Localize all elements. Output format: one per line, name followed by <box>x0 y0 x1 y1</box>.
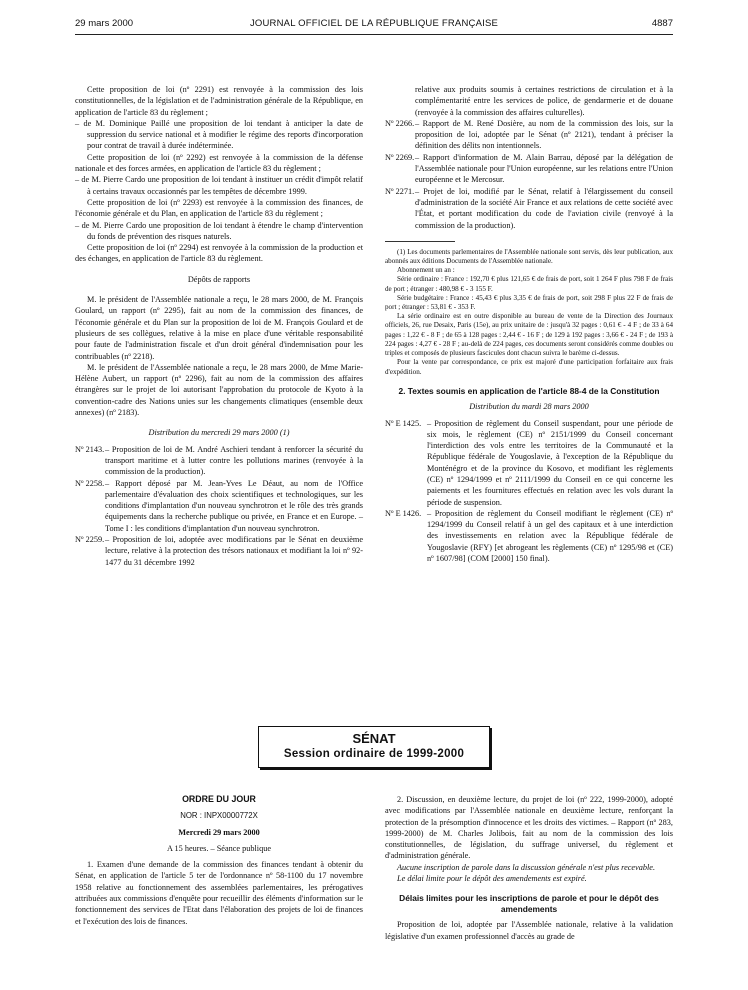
ordre-note-1: Aucune inscription de parole dans la discussion générale n'est plus recevable. <box>397 862 656 872</box>
section-2-heading: 2. Textes soumis en application de l'article 88-4 de la Constitution <box>398 385 660 396</box>
ordre-du-jour-left <box>75 794 363 927</box>
spacer <box>75 265 363 274</box>
footnote-line: Abonnement un an : <box>397 266 455 275</box>
footnote-line: Pour la vente par correspondance, ce prix est majoré d'une participation forfaitaire aux frais d'expédition. <box>385 358 673 376</box>
document-number: Nº 2143. <box>75 444 105 454</box>
document-text: – Rapport d'information de M. Alain Barrau, déposé par la délégation de l'Assemblée nationale pour l'Union européenne, sur les relations entre l'Union européenne et le Mercosur. <box>415 152 673 185</box>
document-number: Nº 2266. <box>385 118 415 128</box>
section-2-distribution: Distribution du mardi 28 mars 2000 <box>469 402 589 412</box>
ordre-heading: ORDRE DU JOUR <box>182 794 256 804</box>
paragraph: – de M. Pierre Cardo une proposition de loi tendant à étendre le champ d'intervention du fonds de prévention des risques naturels. <box>75 220 363 241</box>
document-entry <box>75 478 363 534</box>
regulation-entry <box>385 508 673 564</box>
footnote-line: Série budgétaire : France : 45,43 € plus 3,35 € de frais de port, soit 298 F plus 22 F de frais de port ; étranger : 53,81 € - 353 F. <box>385 293 673 312</box>
footnote-rule <box>385 241 455 242</box>
paragraph: M. le président de l'Assemblée nationale a reçu, le 28 mars 2000, de M. François Goulard, un rapport (nº 2295), fait au nom de la commission des finances, de l'économie générale et du Plan sur la proposition de loi de M. François Goulard et de plusieurs de ses collègues, relative à la mise en place d'une véritable responsabilité pour faute de l'administration fiscale et d'un droit général d'indemnisation pour les contribuables (nº 2218). <box>75 295 363 361</box>
document-entry <box>75 444 363 478</box>
header-title: JOURNAL OFFICIEL DE LA RÉPUBLIQUE FRANÇAISE <box>249 18 499 29</box>
ordre-du-jour-right <box>385 794 673 942</box>
paragraph: Cette proposition de loi (nº 2293) est renvoyée à la commission des finances, de l'économie générale et du Plan, en application de l'article 83 du règlement ; <box>75 197 363 219</box>
footnote-line: (1) Les documents parlementaires de l'Assemblée nationale sont servis, dès leur publication, aux abonnés aux éditions Documents de l'Assemblée nationale. <box>385 247 673 266</box>
document-entry <box>385 118 673 152</box>
regulation-number: Nº E 1425. <box>385 418 422 428</box>
document-text: – Rapport de M. René Dosière, au nom de la commission des lois, sur la proposition de loi, adoptée par le Sénat (nº 2121), tendant à préciser la définition des délits non intentionnels. <box>415 118 673 151</box>
paragraph: Cette proposition de loi (nº 2291) est renvoyée à la commission des lois constitutionnelles, de la législation et de l'administration générale de la République, en application de l'article 83 du règlement ; <box>75 85 363 117</box>
ordre-item-1: 1. Examen d'une demande de la commission des finances tendant à obtenir du Sénat, en application de l'article 5 ter de l'ordonnance nº 58-1100 du 17 novembre 1958 relative au fonctionnement des assemblées parlementaires, les prérogatives attribuées aux commissions d'enquête pour recueillir des éléments d'information sur le fonctionnement des services de l'Etat dans l'élaboration des projets de loi de finances et l'exécution des lois de finances. <box>75 860 363 926</box>
footnote <box>385 248 673 377</box>
paragraph: M. le président de l'Assemblée nationale a reçu, le 28 mars 2000, de Mme Marie-Hélène Aubert, un rapport (nº 2296), fait au nom de la commission des affaires étrangères sur le projet de loi autorisant l'approbation du protocole de Kyoto à la convention-cadre des Nations unies sur les changements climatiques (ensemble deux annexes) (nº 2183). <box>75 362 363 418</box>
page-header <box>75 18 673 35</box>
right-column-list <box>385 84 673 231</box>
paragraph: Cette proposition de loi (nº 2292) est renvoyée à la commission de la défense nationale et des forces armées, en application de l'article 83 du règlement ; <box>75 152 363 174</box>
paragraph: – de M. Dominique Paillé une proposition de loi tendant à anticiper la date de suppression du service national et à modifier le régime des reports d'incorporation pour contrat de travail à durée indéterminée. <box>75 118 363 151</box>
spacer <box>75 285 363 294</box>
document-number: Nº 2269. <box>385 152 415 162</box>
paragraph: Cette proposition de loi (nº 2294) est renvoyée à la commission de la production et des échanges, en application de l'article 83 du règlement. <box>75 243 363 264</box>
footnote-line: Série ordinaire : France : 192,70 € plus 121,65 € de frais de port, soit 1 264 F plus 798 F de frais de port ; étranger : 480,98 € - 3 155 F. <box>385 275 673 293</box>
section-heading: Distribution du mercredi 29 mars 2000 (1) <box>148 428 290 438</box>
nor-reference: NOR : INPX0000772X <box>180 811 258 821</box>
delais-text: Proposition de loi, adoptée par l'Assemblée nationale, relative à la validation législative d'un examen professionnel d'accès au grade de <box>385 920 673 941</box>
section-heading: Dépôts de rapports <box>187 274 251 284</box>
spacer <box>75 418 363 427</box>
document-text: – Proposition de loi, adoptée avec modifications par le Sénat en deuxième lecture, relative à la protection des trésors nationaux et modifiant la loi nº 92-1477 du 31 décembre 1992 <box>105 534 363 567</box>
delais-heading: Délais limites pour les inscriptions de parole et pour le dépôt des amendements <box>399 893 659 914</box>
document-text: – Rapport déposé par M. Jean-Yves Le Déaut, au nom de l'Office parlementaire d'évaluation des choix scientifiques et technologiques, sur les conditions d'implantation d'un nouveau synchrotron et le rôle des très grands équipements dans la recherche publique ou privée, en France et en Europe. – Tome I : les conditions d'implantation d'un nouveau synchrotron. <box>105 478 363 533</box>
document-number: Nº 2258. <box>75 478 105 488</box>
document-number: Nº 2271. <box>385 186 415 196</box>
paragraph: – de M. Pierre Cardo une proposition de loi tendant à instituer un crédit d'impôt relatif à certains travaux occasionnés par les tempêtes de décembre 1999. <box>75 175 363 196</box>
document-text: – Proposition de loi de M. André Aschieri tendant à renforcer la sécurité du transport maritime et à lutter contre les pollutions marines (renvoyée à la commission de la production). <box>105 444 363 477</box>
document-entry <box>75 534 363 568</box>
banner-subtitle: Session ordinaire de 1999-2000 <box>283 748 465 760</box>
regulation-text: – Proposition de règlement du Conseil suspendant, pour une période de six mois, le règlement (CE) nº 2151/1999 du Conseil concernant l'interdiction des vols entre les territoires de la Communauté et la République fédérale de Yougoslavie, à l'exception de la République du Monténégro et de la province du Kosovo, et modifiant les règlements (CE) nº 1294/1999 et nº 2111/1999 du Conseil en ce qui concerne les paiements et les fournitures effectués en relation avec les vols durant la période de suspension. <box>427 418 673 507</box>
senat-banner <box>258 726 490 768</box>
document-entry <box>385 152 673 186</box>
document-entry <box>385 84 673 118</box>
right-column <box>385 84 673 564</box>
regulation-text: – Proposition de règlement du Conseil modifiant le règlement (CE) nº 1294/1999 du Conseil relatif à un gel des capitaux et à une interdiction des investissements en relation avec la République fédérale de Yougoslavie (RFY) [et abrogeant les règlements (CE) nº 1295/98 et (CE) nº 1607/98] (COM [2000] 150 final). <box>427 508 673 564</box>
header-page-number: 4887 <box>651 18 673 29</box>
ordre-time: A 15 heures. – Séance publique <box>166 843 271 853</box>
document-entry <box>385 186 673 231</box>
left-column <box>75 84 363 568</box>
ordre-note-2: Le délai limite pour le dépôt des amendements est expiré. <box>397 874 587 884</box>
regulation-entry <box>385 418 673 508</box>
document-number: Nº 2259. <box>75 534 105 544</box>
document-text: – Projet de loi, modifié par le Sénat, relatif à l'élargissement du conseil d'administration de la société Air France et aux relations de cette société avec l'État, et portant modification du code de l'aviation civile (renvoyé à la commission de la production). <box>415 186 673 230</box>
ordre-item-2: 2. Discussion, en deuxième lecture, du projet de loi (nº 222, 1999-2000), adopté avec modifications par l'Assemblée nationale en deuxième lecture, renforçant la protection de la présomption d'innocence et les droits des victimes. – Rapport (nº 283, 1999-2000) de M. Charles Jolibois, fait au nom de la commission des lois constitutionnelles, de législation, du suffrage universel, du règlement et d'administration générale. <box>385 795 673 861</box>
banner-title: SÉNAT <box>352 731 396 746</box>
document-text: relative aux produits soumis à certaines restrictions de circulation et à la complémentarité entre les services de police, de gendarmerie et de douane (renvoyée à la commission des affaires culturelles). <box>415 85 673 117</box>
header-date: 29 mars 2000 <box>75 18 134 29</box>
section-2-items <box>385 418 673 565</box>
ordre-day: Mercredi 29 mars 2000 <box>178 827 260 837</box>
regulation-number: Nº E 1426. <box>385 508 422 518</box>
footnote-line: La série ordinaire est en outre disponible au bureau de vente de la Direction des Journaux officiels, 26, rue Desaix, Paris (15e), au prix unitaire de : jusqu'à 32 pages : 0,61 € - 4 F ; de 33 à 64 pages : 1,22 € - 8 F ; de 65 à 128 pages : 2,44 € - 16 F ; de 129 à 192 pages : 3,66 € - 24 F ; de 193 à 224 pages : 4,27 € - 28 F ; au-delà de 224 pages, ces documents seront considérés comme doubles ou triples et composés de plusieurs fascicules dont chacun suivra le barème ci-dessus. <box>385 312 673 358</box>
